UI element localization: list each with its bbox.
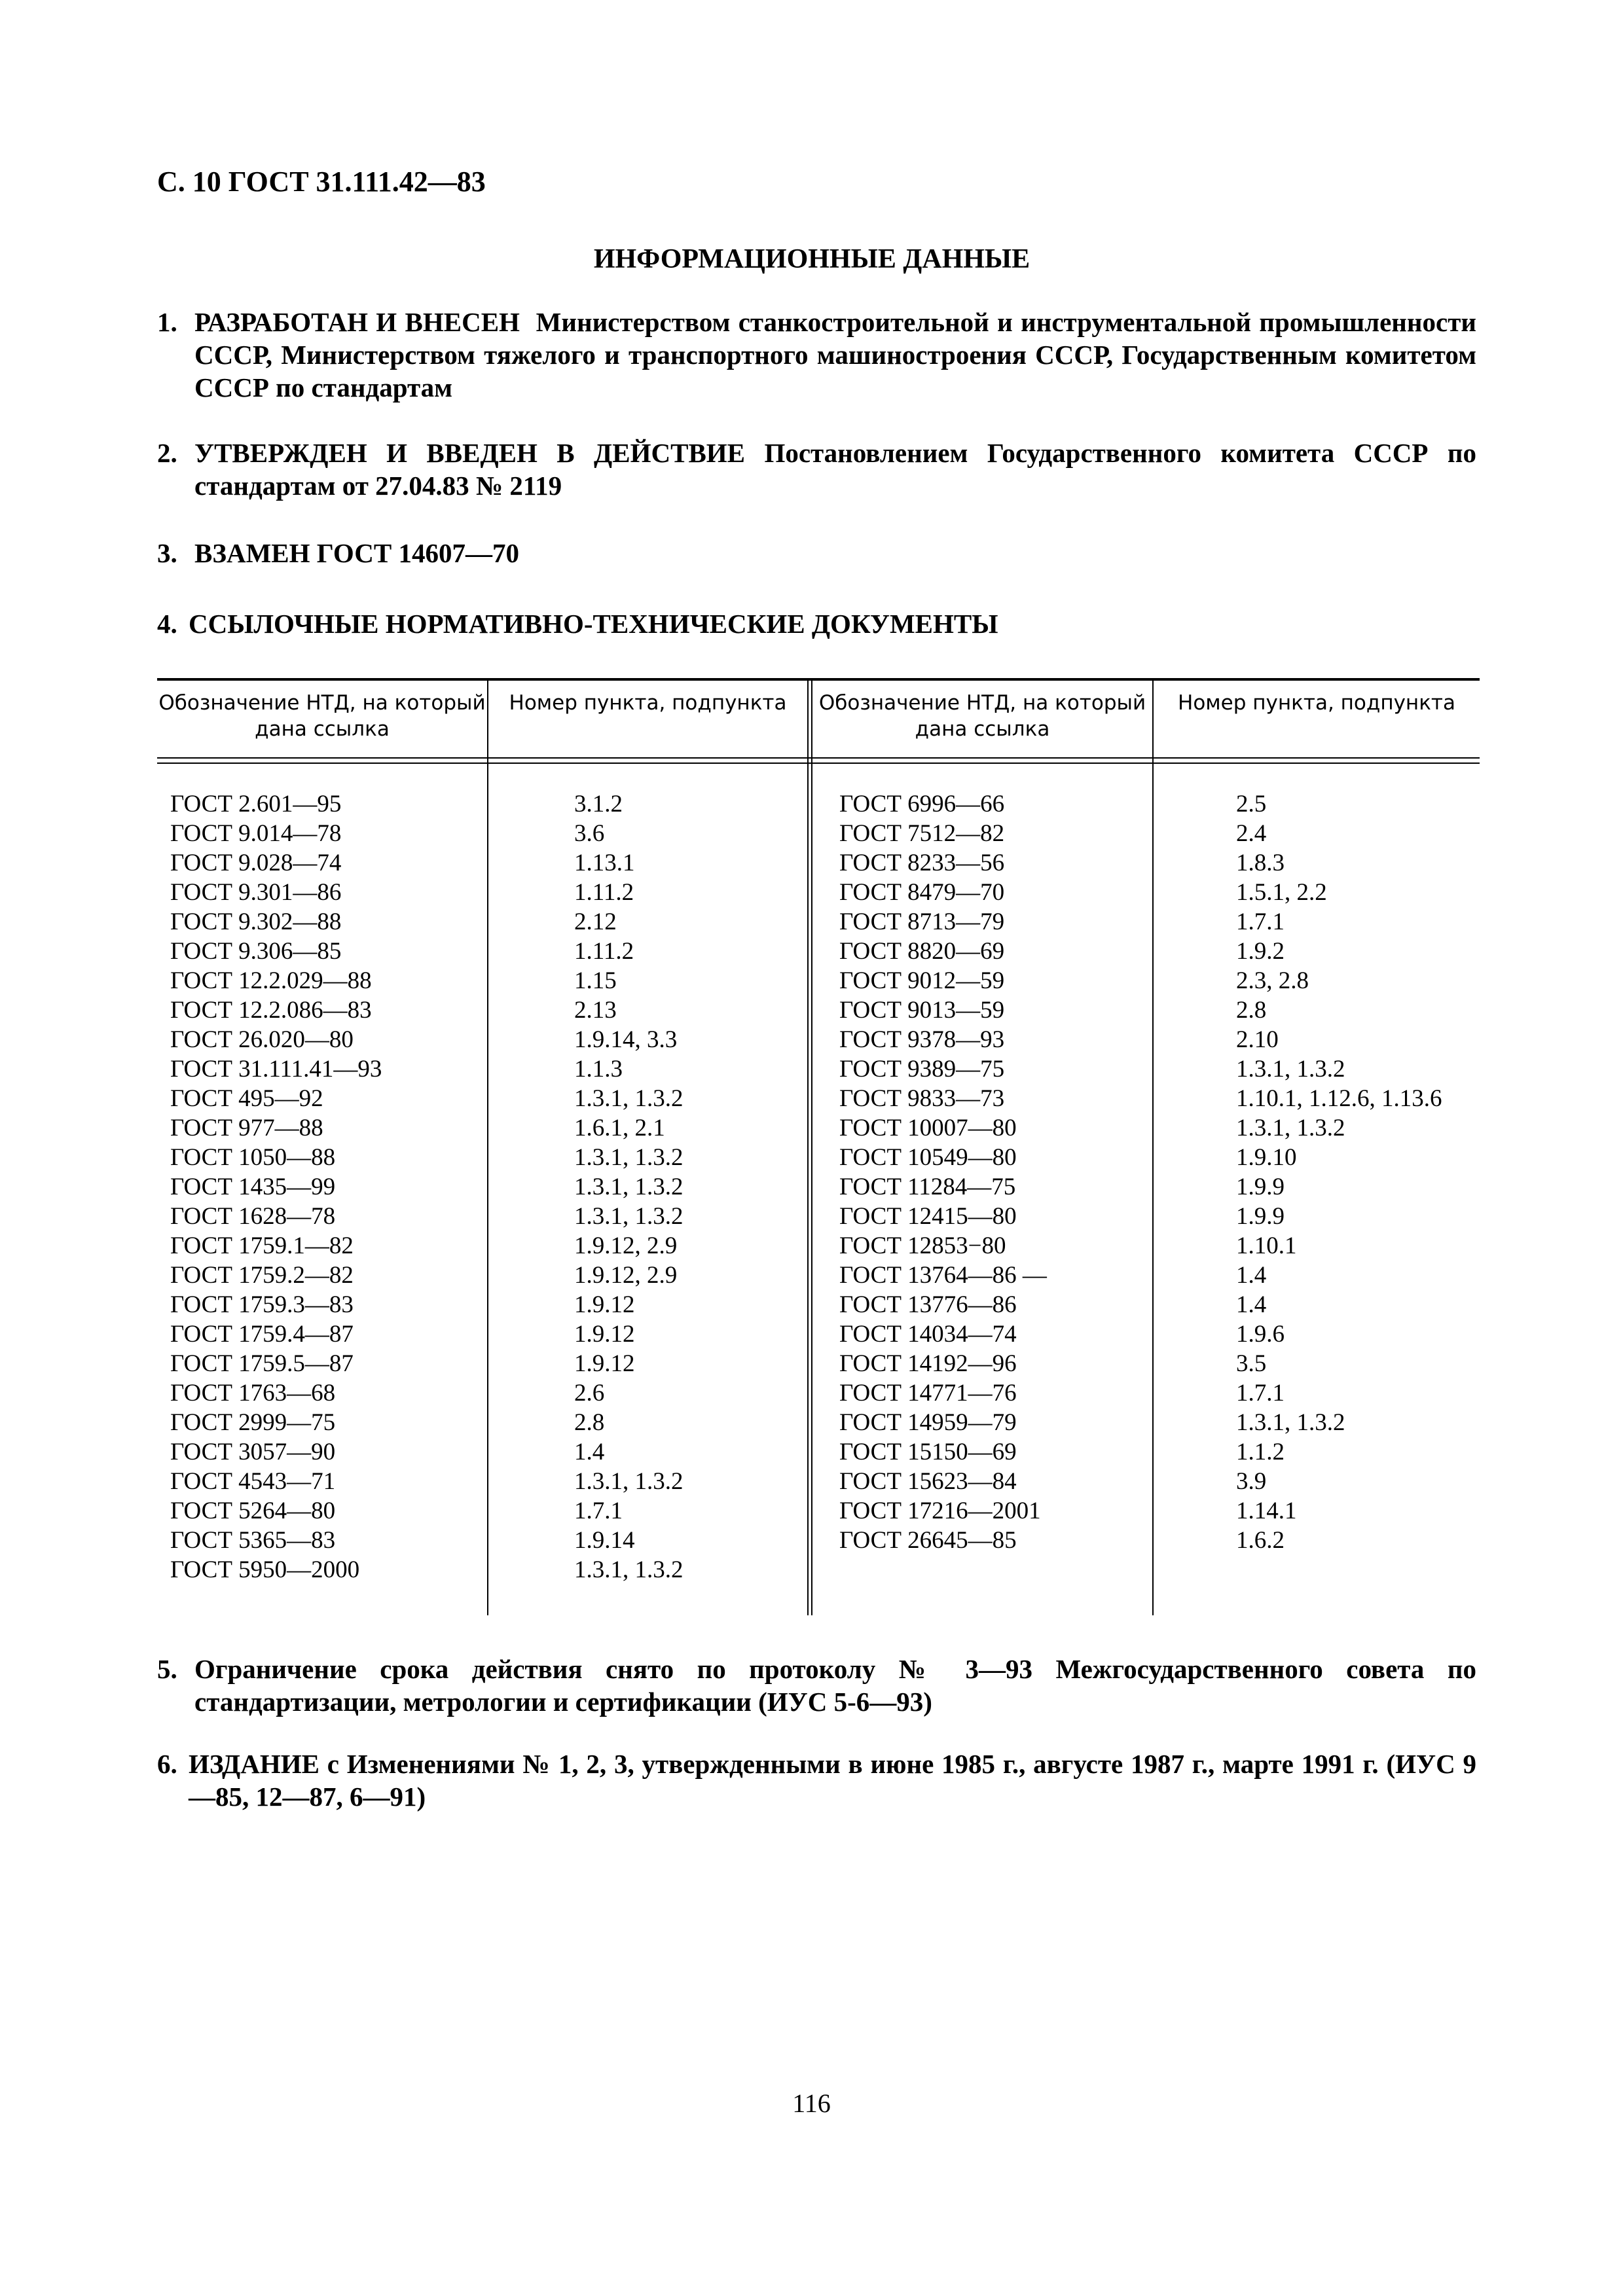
table-cell-point: 1.9.12, 2.9 xyxy=(574,1232,678,1259)
table-cell-document: ГОСТ 977—88 xyxy=(170,1115,323,1141)
item-lead: РАЗРАБОТАН И ВНЕСЕН xyxy=(194,307,520,337)
column-left-documents xyxy=(170,789,382,1585)
header-designation: Обозначение НТД, на который дана ссылка xyxy=(158,691,486,741)
table-cell-point: 1.3.1, 1.3.2 xyxy=(574,1085,684,1112)
table-cell-document: ГОСТ 1050—88 xyxy=(170,1144,336,1171)
table-cell-point: 1.3.1, 1.3.2 xyxy=(574,1203,684,1230)
table-cell-point: 1.10.1, 1.12.6, 1.13.6 xyxy=(1236,1085,1442,1112)
table-cell-point: 1.10.1 xyxy=(1236,1232,1297,1259)
info-item-5 xyxy=(157,1653,1476,1718)
table-cell-document: ГОСТ 9833—73 xyxy=(839,1085,1005,1112)
table-cell-document: ГОСТ 1759.2—82 xyxy=(170,1262,354,1289)
table-cell-point: 1.9.9 xyxy=(1236,1174,1285,1200)
table-cell-document: ГОСТ 1759.4—87 xyxy=(170,1321,354,1348)
item-lead: ССЫЛОЧНЫЕ НОРМАТИВНО-ТЕХНИЧЕСКИЕ ДОКУМЕНТЫ xyxy=(189,609,998,639)
table-cell-document: ГОСТ 1759.1—82 xyxy=(170,1232,354,1259)
table-cell-document: ГОСТ 26.020—80 xyxy=(170,1026,354,1053)
page-number: 116 xyxy=(792,2089,831,2118)
table-cell-point: 1.3.1, 1.3.2 xyxy=(1236,1115,1345,1141)
table-cell-document: ГОСТ 12.2.086—83 xyxy=(170,997,372,1024)
table-cell-point: 2.8 xyxy=(574,1409,605,1436)
table-cell-point: 1.3.1, 1.3.2 xyxy=(574,1556,684,1583)
table-cell-point: 1.1.3 xyxy=(574,1056,623,1083)
item-lead: УТВЕРЖДЕН И ВВЕДЕН В ДЕЙСТВИЕ xyxy=(194,438,746,468)
table-cell-point: 1.7.1 xyxy=(574,1498,623,1524)
table-cell-point: 1.9.10 xyxy=(1236,1144,1297,1171)
item-text: Ограничение срока действия снято по протоколу № 3—93 Межгосударственного совета по стандартизации, метрологии и сертификации (ИУС 5-6—93) xyxy=(194,1654,1476,1717)
info-item-2 xyxy=(157,437,1476,502)
table-cell-point: 1.6.2 xyxy=(1236,1527,1285,1554)
table-cell-document: ГОСТ 9.302—88 xyxy=(170,908,342,935)
header-designation: Обозначение НТД, на который дана ссылка xyxy=(818,691,1146,741)
table-cell-point: 1.14.1 xyxy=(1236,1498,1297,1524)
item-number: 6. xyxy=(157,1749,177,1779)
item-lead: ВЗАМЕН ГОСТ 14607—70 xyxy=(194,538,519,568)
table-cell-document: ГОСТ 5264—80 xyxy=(170,1498,336,1524)
table-cell-point: 1.5.1, 2.2 xyxy=(1236,879,1327,906)
table-cell-document: ГОСТ 17216—2001 xyxy=(839,1498,1041,1524)
table-cell-document: ГОСТ 9.028—74 xyxy=(170,850,342,876)
running-head: С. 10 ГОСТ 31.111.42—83 xyxy=(157,166,486,198)
table-cell-point: 1.6.1, 2.1 xyxy=(574,1115,665,1141)
item-number: 1. xyxy=(157,307,177,337)
item-number: 5. xyxy=(157,1654,177,1684)
item-text: Постановлением Государственного комитета СССР по стандартам от 27.04.83 № 2119 xyxy=(194,438,1476,501)
section-title: ИНФОРМАЦИОННЫЕ ДАННЫЕ xyxy=(593,244,1030,274)
table-cell-document: ГОСТ 1628—78 xyxy=(170,1203,336,1230)
table-cell-point: 1.4 xyxy=(574,1439,605,1465)
header-point-number: Номер пункта, подпункта xyxy=(509,691,787,715)
table-header-rule xyxy=(157,757,1480,759)
table-cell-document: ГОСТ 15623—84 xyxy=(839,1468,1017,1495)
table-cell-document: ГОСТ 15150—69 xyxy=(839,1439,1017,1465)
table-cell-point: 2.8 xyxy=(1236,997,1267,1024)
info-item-1 xyxy=(157,306,1476,404)
table-cell-document: ГОСТ 11284—75 xyxy=(839,1174,1016,1200)
info-item-3 xyxy=(157,537,1476,569)
table-cell-point: 1.4 xyxy=(1236,1291,1267,1318)
table-cell-point: 1.8.3 xyxy=(1236,850,1285,876)
table-cell-document: ГОСТ 8233—56 xyxy=(839,850,1005,876)
table-cell-document: ГОСТ 2.601—95 xyxy=(170,791,342,817)
table-cell-document: ГОСТ 14771—76 xyxy=(839,1380,1017,1407)
header-point-number: Номер пункта, подпункта xyxy=(1178,691,1455,715)
table-cell-document: ГОСТ 5365—83 xyxy=(170,1527,336,1554)
table-cell-document: ГОСТ 7512—82 xyxy=(839,820,1005,847)
table-cell-document: ГОСТ 26645—85 xyxy=(839,1527,1017,1554)
table-cell-document: ГОСТ 9.301—86 xyxy=(170,879,342,906)
table-cell-point: 1.3.1, 1.3.2 xyxy=(1236,1409,1345,1436)
item-number: 4. xyxy=(157,609,177,639)
table-cell-document: ГОСТ 8713—79 xyxy=(839,908,1005,935)
table-cell-point: 1.3.1, 1.3.2 xyxy=(574,1468,684,1495)
table-cell-point: 1.9.2 xyxy=(1236,938,1285,965)
item-number: 2. xyxy=(157,438,177,468)
table-cell-point: 1.11.2 xyxy=(574,938,634,965)
table-cell-point: 1.9.14, 3.3 xyxy=(574,1026,678,1053)
table-cell-document: ГОСТ 6996—66 xyxy=(839,791,1005,817)
table-cell-document: ГОСТ 495—92 xyxy=(170,1085,323,1112)
table-cell-document: ГОСТ 9.306—85 xyxy=(170,938,342,965)
table-cell-document: ГОСТ 9389—75 xyxy=(839,1056,1005,1083)
table-cell-document: ГОСТ 13764—86 — xyxy=(839,1262,1047,1289)
item-number: 3. xyxy=(157,538,177,568)
table-cell-document: ГОСТ 1759.5—87 xyxy=(170,1350,354,1377)
item-text: с Изменениями № 1, 2, 3, утвержденными в июне 1985 г., августе 1987 г., марте 1991 г. (ИУС 9—85, 12—87, 6—91) xyxy=(189,1749,1477,1812)
table-cell-document: ГОСТ 8479—70 xyxy=(839,879,1005,906)
table-cell-point: 1.15 xyxy=(574,967,617,994)
table-cell-point: 2.12 xyxy=(574,908,617,935)
table-cell-document: ГОСТ 2999—75 xyxy=(170,1409,336,1436)
table-cell-document: ГОСТ 10007—80 xyxy=(839,1115,1017,1141)
table-cell-document: ГОСТ 8820—69 xyxy=(839,938,1005,965)
table-cell-point: 1.9.9 xyxy=(1236,1203,1285,1230)
table-cell-document: ГОСТ 14034—74 xyxy=(839,1321,1017,1348)
table-cell-point: 1.3.1, 1.3.2 xyxy=(574,1144,684,1171)
table-cell-point: 2.4 xyxy=(1236,820,1267,847)
column-divider xyxy=(487,681,488,1615)
table-cell-point: 1.9.12 xyxy=(574,1321,635,1348)
table-cell-point: 1.7.1 xyxy=(1236,908,1285,935)
table-cell-document: ГОСТ 14192—96 xyxy=(839,1350,1017,1377)
table-cell-point: 1.3.1, 1.3.2 xyxy=(574,1174,684,1200)
column-divider xyxy=(1152,681,1154,1615)
table-cell-point: 1.9.12 xyxy=(574,1291,635,1318)
table-cell-point: 2.10 xyxy=(1236,1026,1279,1053)
table-cell-point: 3.6 xyxy=(574,820,605,847)
column-divider xyxy=(807,681,812,1615)
table-cell-point: 2.5 xyxy=(1236,791,1267,817)
info-item-6 xyxy=(157,1748,1476,1813)
table-top-rule xyxy=(157,678,1480,681)
table-cell-document: ГОСТ 9378—93 xyxy=(839,1026,1005,1053)
table-cell-document: ГОСТ 1435—99 xyxy=(170,1174,336,1200)
table-cell-point: 1.1.2 xyxy=(1236,1439,1285,1465)
table-cell-point: 2.13 xyxy=(574,997,617,1024)
table-cell-point: 1.11.2 xyxy=(574,879,634,906)
table-cell-document: ГОСТ 12.2.029—88 xyxy=(170,967,372,994)
item-text: Министерством станкостроительной и инструментальной промышленности СССР, Министерством тяжелого и транспортного машиностроения СССР, Государственным комитетом СССР по стандартам xyxy=(194,307,1476,403)
table-cell-document: ГОСТ 1763—68 xyxy=(170,1380,336,1407)
table-cell-point: 1.9.12, 2.9 xyxy=(574,1262,678,1289)
table-cell-point: 3.1.2 xyxy=(574,791,623,817)
table-cell-document: ГОСТ 3057—90 xyxy=(170,1439,336,1465)
table-cell-document: ГОСТ 9012—59 xyxy=(839,967,1005,994)
table-cell-document: ГОСТ 13776—86 xyxy=(839,1291,1017,1318)
table-cell-document: ГОСТ 14959—79 xyxy=(839,1409,1017,1436)
table-cell-point: 1.3.1, 1.3.2 xyxy=(1236,1056,1345,1083)
item-lead: ИЗДАНИЕ xyxy=(189,1749,319,1779)
table-cell-point: 1.9.6 xyxy=(1236,1321,1285,1348)
column-right-points xyxy=(1236,789,1442,1555)
table-cell-point: 3.9 xyxy=(1236,1468,1267,1495)
table-cell-point: 1.4 xyxy=(1236,1262,1267,1289)
table-cell-point: 2.3, 2.8 xyxy=(1236,967,1309,994)
column-left-points xyxy=(574,789,684,1585)
table-cell-point: 1.9.14 xyxy=(574,1527,635,1554)
table-cell-document: ГОСТ 12415—80 xyxy=(839,1203,1017,1230)
table-cell-document: ГОСТ 9013—59 xyxy=(839,997,1005,1024)
column-right-documents xyxy=(839,789,1047,1555)
table-cell-point: 1.13.1 xyxy=(574,850,635,876)
info-item-4 xyxy=(157,607,1476,640)
table-cell-document: ГОСТ 1759.3—83 xyxy=(170,1291,354,1318)
table-cell-point: 3.5 xyxy=(1236,1350,1267,1377)
table-header-rule xyxy=(157,762,1480,764)
table-cell-point: 2.6 xyxy=(574,1380,605,1407)
table-cell-document: ГОСТ 5950—2000 xyxy=(170,1556,360,1583)
table-cell-document: ГОСТ 31.111.41—93 xyxy=(170,1056,382,1083)
table-cell-document: ГОСТ 12853−80 xyxy=(839,1232,1006,1259)
reference-documents-table xyxy=(157,678,1480,1615)
table-cell-document: ГОСТ 10549—80 xyxy=(839,1144,1017,1171)
table-cell-point: 1.9.12 xyxy=(574,1350,635,1377)
table-cell-document: ГОСТ 4543—71 xyxy=(170,1468,336,1495)
table-cell-document: ГОСТ 9.014—78 xyxy=(170,820,342,847)
table-cell-point: 1.7.1 xyxy=(1236,1380,1285,1407)
